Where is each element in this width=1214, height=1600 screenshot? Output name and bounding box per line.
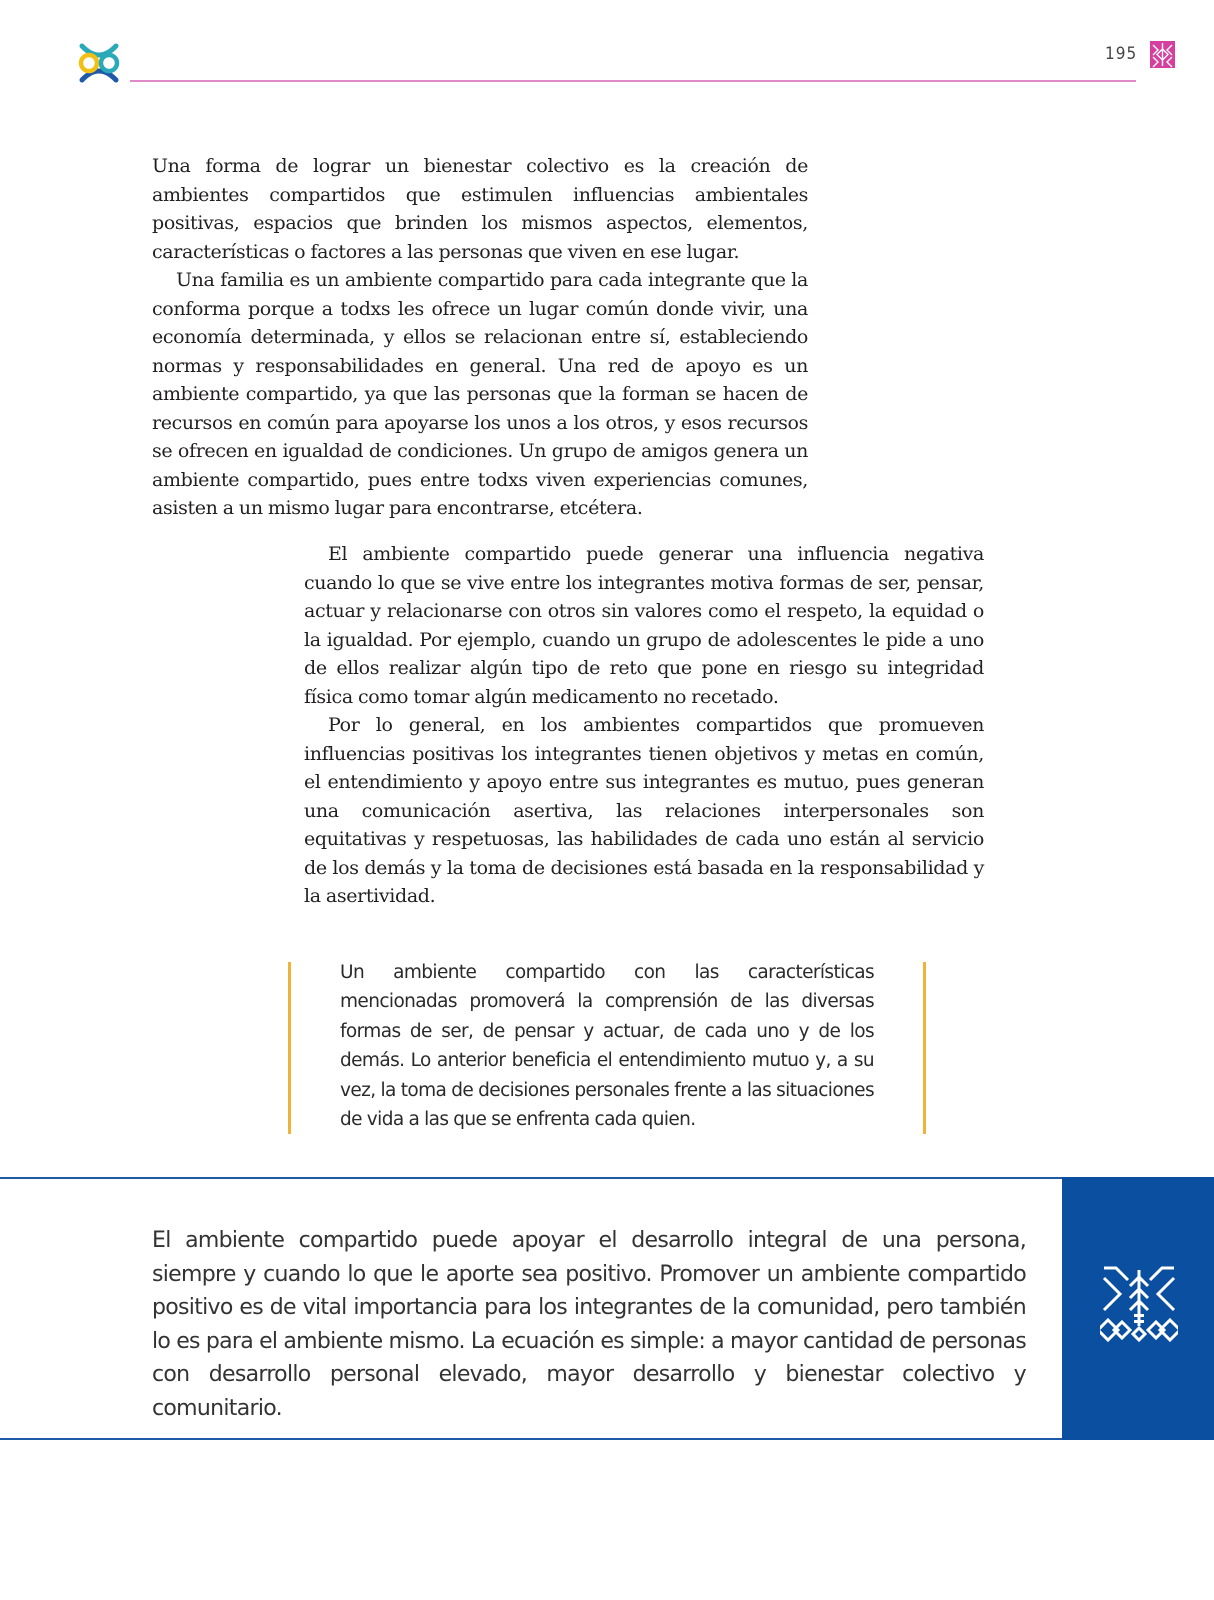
- body-paragraph-2: Una familia es un ambiente compartido para cada integrante que la conforma porque a todxs les ofrece un lugar común donde vivir, una economía determinada, y ellos se relacionan entre sí, estableciendo normas y responsabilidades en general. Una red de apoyo es un ambiente compartido, ya que las personas que la forman se hacen de recursos en común para apoyarse los unos a los otros, y esos recursos se ofrecen en igualdad de condiciones. Un grupo de amigos genera un ambiente compartido, pues entre todxs viven experiencias comunes, asisten a un mismo lugar para encontrarse, etcétera.: [152, 269, 808, 519]
- closing-panel-top-rule: [0, 1177, 1062, 1179]
- callout-text: Un ambiente compartido con las características mencionadas promoverá la comprensión de las diversas formas de ser, de pensar y actuar, de cada uno y de los demás. Lo anterior beneficia el entendimiento mutuo y, a su vez, la toma de decisiones personales frente a las situaciones de vida a las que se enfrenta cada quien.: [340, 962, 874, 1131]
- body-paragraph-3: El ambiente compartido puede generar una influencia negativa cuando lo que se vive entre los integrantes motiva formas de ser, pensar, actuar y relacionarse con otros sin valores como el respeto, la equidad o la igualdad. Por ejemplo, cuando un grupo de adolescentes le pide a uno de ellos realizar algún tipo de reto que pone en riesgo su integridad física como tomar algún medicamento no recetado.: [304, 543, 984, 708]
- closing-panel-bottom-rule: [0, 1438, 1062, 1440]
- body-paragraph-1: Una forma de lograr un bienestar colectivo es la creación de ambientes compartidos que estimulen influencias ambientales positivas, espacios que brinden los mismos aspectos, elementos, características o factores a las personas que viven en ese lugar.: [152, 155, 808, 263]
- page-number: 195: [1105, 44, 1138, 64]
- interlocked-rings-logo-icon: [76, 40, 122, 86]
- closing-panel-accent-box: [1062, 1177, 1214, 1440]
- body-paragraph-4: Por lo general, en los ambientes compartidos que promueven influencias positivas los integrantes tienen objetivos y metas en común, el entendimiento y apoyo entre sus integrantes es mutuo, pues generan una comunicación asertiva, las relaciones interpersonales son equitativas y respetuosas, las habilidades de cada uno están al servicio de los demás y la toma de decisiones está basada en la responsabilidad y la asertividad.: [304, 714, 984, 907]
- white-textile-emblem-icon: [1100, 1264, 1178, 1344]
- closing-panel-text: El ambiente compartido puede apoyar el desarrollo integral de una persona, siempre y cuando lo que le aporte sea positivo. Promover un ambiente compartido positivo es de vital importancia para los integrantes de la comunidad, pero también lo es para el ambiente mismo. La ecuación es simple: a mayor cantidad de personas con desarrollo personal elevado, mayor desarrollo y bienestar colectivo y comunitario.: [152, 1228, 1026, 1421]
- header-rule: [130, 80, 1136, 82]
- callout-right-rule: [923, 962, 926, 1134]
- callout-left-rule: [288, 962, 291, 1134]
- pink-textile-pattern-icon: [1150, 41, 1175, 68]
